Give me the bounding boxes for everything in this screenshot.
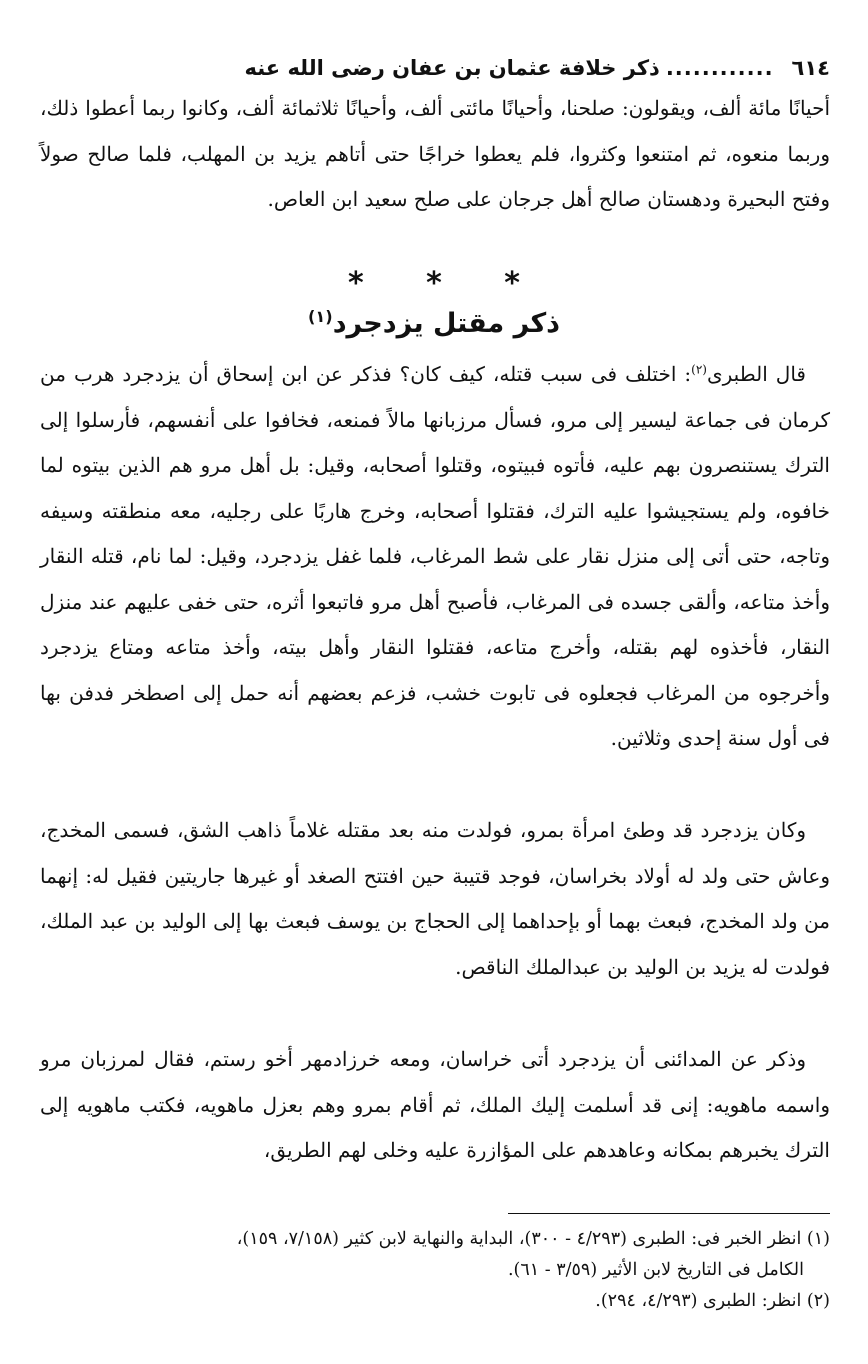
footnote-ref-1[interactable]: (١) (307, 307, 333, 326)
footnote-1 (40, 1224, 830, 1286)
paragraph-body: : اختلف فى سبب قتله، كيف كان؟ فذكر عن ابن إسحاق أن يزدجرد هرب من كرمان فى جماعة ليسير إلى مرو، فسأل مرزبانها مالاً فمنعه، فخافوا على أنفسهم، فأرسلوا إلى الترك يستنصرون بهم عليه، فأتوه فبيتوه، وقتلوا أصحابه، وقيل: بل أهل مرو هم الذين بيتوه لما خافوه، ولم يستجيشوا عليه الترك، فقتلوا أصحابه، وخرج هاربًا على رجليه، معه منطقته وسيفه وتاجه، حتى أتى إلى منزل نقار على شط المرغاب، فلما غفل يزدجرد، وقيل: لما نام، قتله النقار وأخذ متاعه، وألقى جسده فى المرغاب، فأصبح أهل مرو فاتبعوا أثره، حتى خفى عليهم عند منزل النقار، فأخذوه لهم بقتله، وأخرج متاعه، فقتلوا النقار وأهل بيته، وأخذ متاعه ومتاع يزدجرد وأخرجوه من المرغاب فجعلوه فى تابوت خشب، فزعم بعضهم أنه حمل إلى اصطخر فدفن بها فى أول سنة إحدى وثلاثين. (40, 362, 830, 750)
paragraph-opening: أحيانًا مائة ألف، ويقولون: صلحنا، وأحيانًا مائتى ألف، وأحيانًا ثلاثمائة ألف، وكانوا ربما أعطوا ذلك، وربما منعوه، ثم امتنعوا وكثروا، فلم يعطوا خراجًا حتى أتاهم يزيد بن المهلب، فلما صالح صولاً وفتح البحيرة ودهستان صالح أهل جرجان على صلح سعيد ابن العاص. (40, 96, 830, 211)
paragraph-lead: قال الطبرى (706, 362, 806, 386)
section-separator: * * * (348, 266, 546, 301)
paragraph-madaini-account: وذكر عن المدائنى أن يزدجرد أتى خراسان، ومعه خرزادمهر أخو رستم، فقال لمرزبان مرو واسمه ماهويه: إنى قد أسلمت إليك الملك، ثم أقام بمرو وهم بعزل ماهويه، فكتب ماهويه إلى الترك يخبرهم بمكانه وعاهدهم على المؤازرة عليه وخلى لهم الطريق، (40, 1047, 830, 1162)
running-head (40, 48, 830, 88)
section-heading-text: ذكر مقتل يزدجرد (332, 308, 561, 339)
footnotes (40, 1224, 830, 1317)
footnote-1-line-1: (١) انظر الخبر فى: الطبرى (٤/٢٩٣ - ٣٠٠)، البداية والنهاية لابن كثير (٧/١٥٨، ١٥٩)، (236, 1229, 830, 1249)
header-dot-leader: ............ (665, 56, 774, 80)
header-title: ذكر خلافة عثمان بن عفان رضى الله عنه (244, 56, 660, 80)
footnote-2: (٢) انظر: الطبرى (٤/٢٩٣، ٢٩٤). (595, 1291, 830, 1311)
paragraph-tabari-account (40, 352, 830, 762)
section-heading (0, 308, 868, 339)
footnote-1-line-2: الكامل فى التاريخ لابن الأثير (٣/٥٩ - ٦١). (507, 1260, 804, 1280)
footnote-ref-2[interactable]: (٢) (691, 362, 707, 377)
paragraph-descendants: وكان يزدجرد قد وطئ امرأة بمرو، فولدت منه بعد مقتله غلاماً ذاهب الشق، فسمى المخدج، وعاش حتى ولد له أولاد بخراسان، فوجد قتيبة حين افتتح الصغد أو غيرها جاريتين فقيل له: إنهما من ولد المخدج، فبعث بهما أو بإحداهما إلى الحجاج بن يوسف فبعث بها إلى الوليد بن عبد الملك، فولدت له يزيد بن الوليد بن عبدالملك الناقص. (40, 818, 831, 979)
page-number: ٦١٤ (791, 56, 830, 80)
footnote-divider (508, 1213, 830, 1214)
